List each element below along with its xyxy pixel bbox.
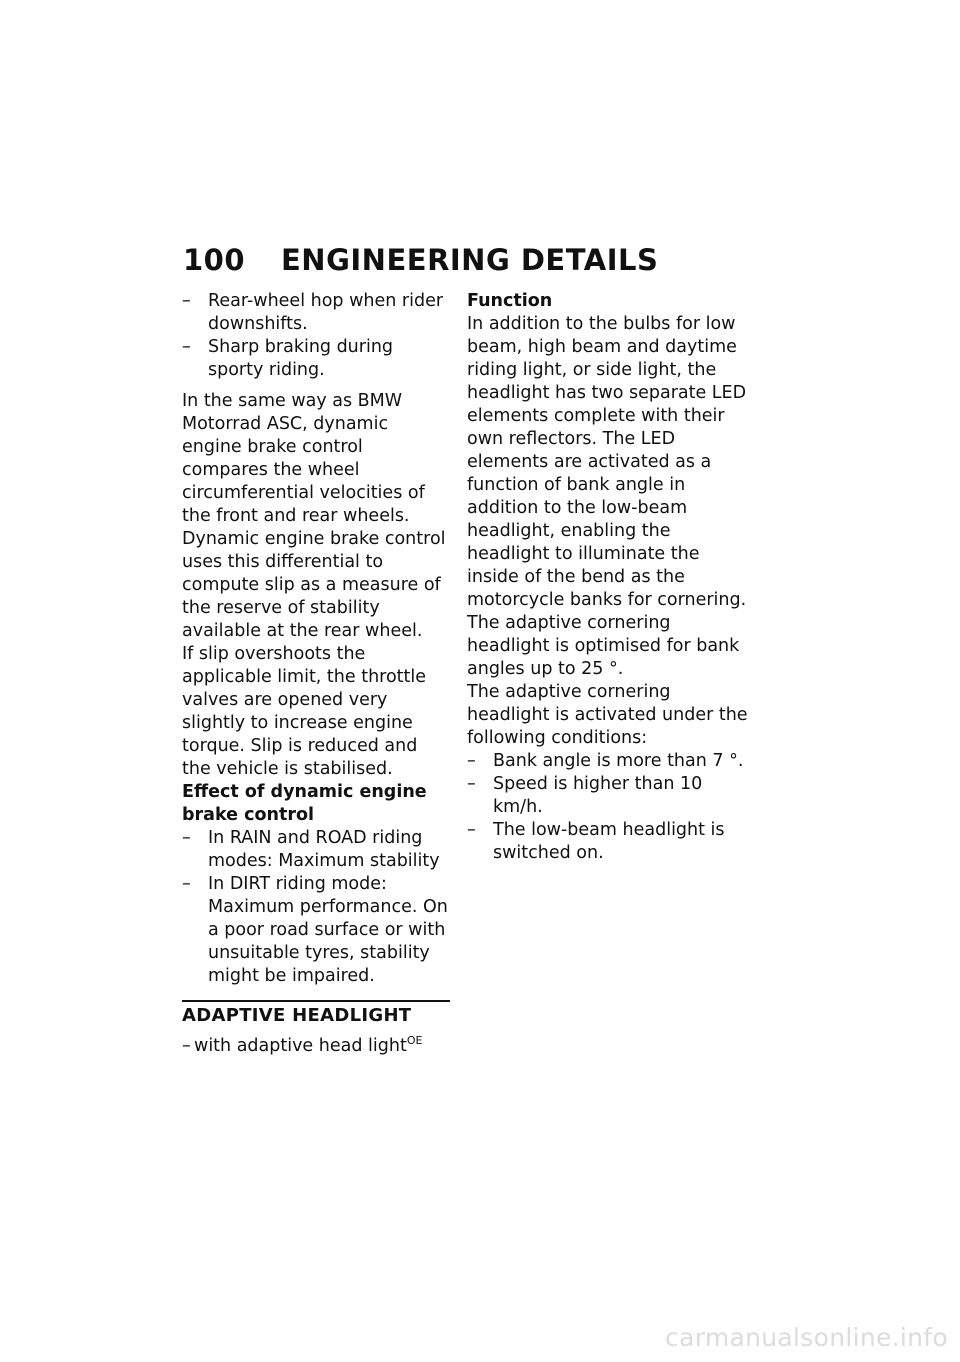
- slip-paragraph: If slip overshoots the applicable limit, the throttle valves are opened very slightly to increase engine torque. Slip is reduced and the vehicle is stabilised.: [182, 644, 427, 779]
- list-item: – Rear-wheel hop when rider downshifts.: [182, 290, 450, 336]
- effect-subheading: Effect of dynamic engine brake control: [182, 782, 427, 825]
- list-item: – Sharp braking during sporty riding.: [182, 336, 450, 382]
- section-divider: [182, 1000, 450, 1002]
- riding-mode-list: [182, 827, 450, 988]
- list-item: – Speed is higher than 10 km/h.: [467, 773, 752, 819]
- page-number: 100: [183, 243, 246, 277]
- page-header: [183, 243, 658, 277]
- watermark: carmanualsonline.info: [665, 1323, 948, 1352]
- activation-paragraph: The adaptive cornering headlight is activated under the following conditions:: [467, 682, 748, 748]
- asc-comparison-paragraph: In the same way as BMW Motorrad ASC, dynamic engine brake control compares the wheel circumferential velocities of the front and rear wheels. Dynamic engine brake control uses this differential to compute slip as a measure of the reserve of stability available at the rear wheel.: [182, 391, 446, 641]
- function-subheading: Function: [467, 291, 553, 311]
- equipment-note: [182, 1035, 450, 1058]
- list-item: – Bank angle is more than 7 °.: [467, 750, 752, 773]
- section-title: ADAPTIVE HEADLIGHT: [182, 1005, 412, 1026]
- left-column: [182, 290, 450, 1058]
- list-item: – The low-beam headlight is switched on.: [467, 819, 752, 865]
- list-item: – In DIRT riding mode: Maximum performance. On a poor road surface or with unsuitable tyres, stability might be impaired.: [182, 873, 450, 988]
- function-paragraph: In addition to the bulbs for low beam, high beam and daytime riding light, or side light, the headlight has two separate LED elements complete with their own reflectors. The LED elements are activated as a function of bank angle in addition to the low-beam headlight, enabling the headlight to illuminate the inside of the bend as the motorcycle banks for cornering. The adaptive cornering headlight is optimised for bank angles up to 25 °.: [467, 314, 747, 679]
- list-item: – In RAIN and ROAD riding modes: Maximum stability: [182, 827, 450, 873]
- activation-conditions-list: [467, 750, 752, 865]
- equipment-note-text: with adaptive head light: [194, 1036, 407, 1056]
- page-title: ENGINEERING DETAILS: [281, 243, 659, 277]
- hop-conditions-list: [182, 290, 450, 382]
- equipment-superscript: OE: [406, 1034, 423, 1047]
- right-column: [467, 290, 752, 865]
